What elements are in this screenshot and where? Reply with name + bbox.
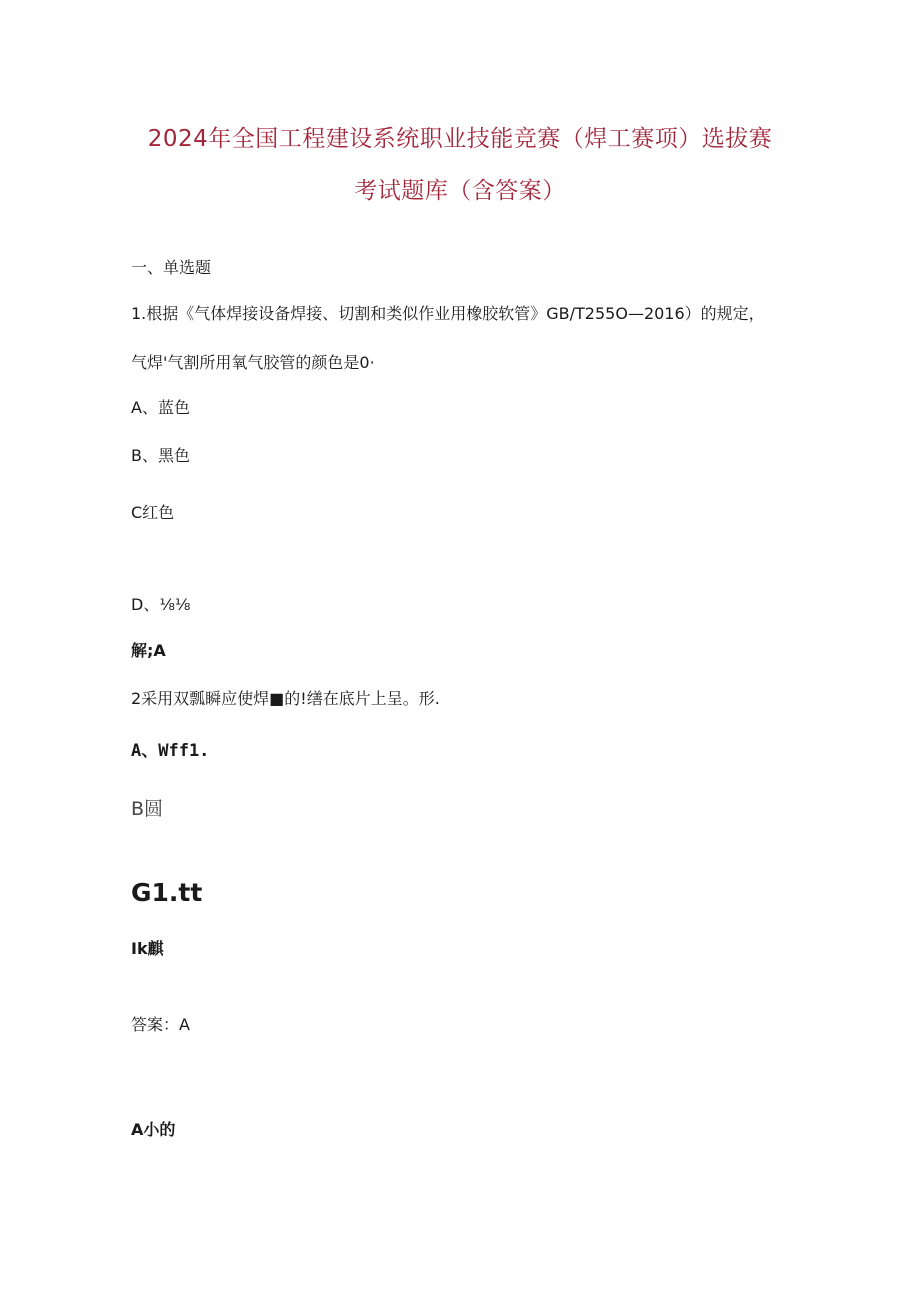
question-1-option-a: A、蓝色 (131, 398, 190, 417)
question-2-option-c: G1.tt (131, 878, 203, 907)
question-3-stem: A小的 (131, 1120, 176, 1139)
question-1-stem-line-1: 1.根据《气体焊接设备焊接、切割和类似作业用橡胶软管》GB/T255O—2016）的规定， (131, 304, 765, 323)
section-heading: 一、单选题 (131, 258, 212, 277)
question-1-option-d: D、⅛⅛ (131, 595, 191, 614)
question-1-option-c: C红色 (131, 503, 175, 522)
question-2-stem: 2采用双瓢瞬应使焊■的!缮在底片上呈。形. (131, 689, 440, 708)
question-2-option-a: A、Wff1. (131, 741, 210, 761)
document-title-line-2: 考试题库（含答案） (354, 178, 566, 204)
question-2-answer: 答案：A (131, 1015, 190, 1034)
question-2-option-b: B圆 (131, 798, 164, 820)
document-title-line-1: 2024年全国工程建设系统职业技能竞赛（焊工赛项）选拔赛 (147, 126, 773, 152)
question-1-answer: 解;A (131, 641, 166, 660)
question-1-option-b: B、黑色 (131, 446, 190, 465)
question-1-stem-line-2: 气焊'气割所用氧气胶管的颜色是0· (131, 353, 375, 372)
question-2-option-d: Ik麒 (131, 939, 164, 958)
